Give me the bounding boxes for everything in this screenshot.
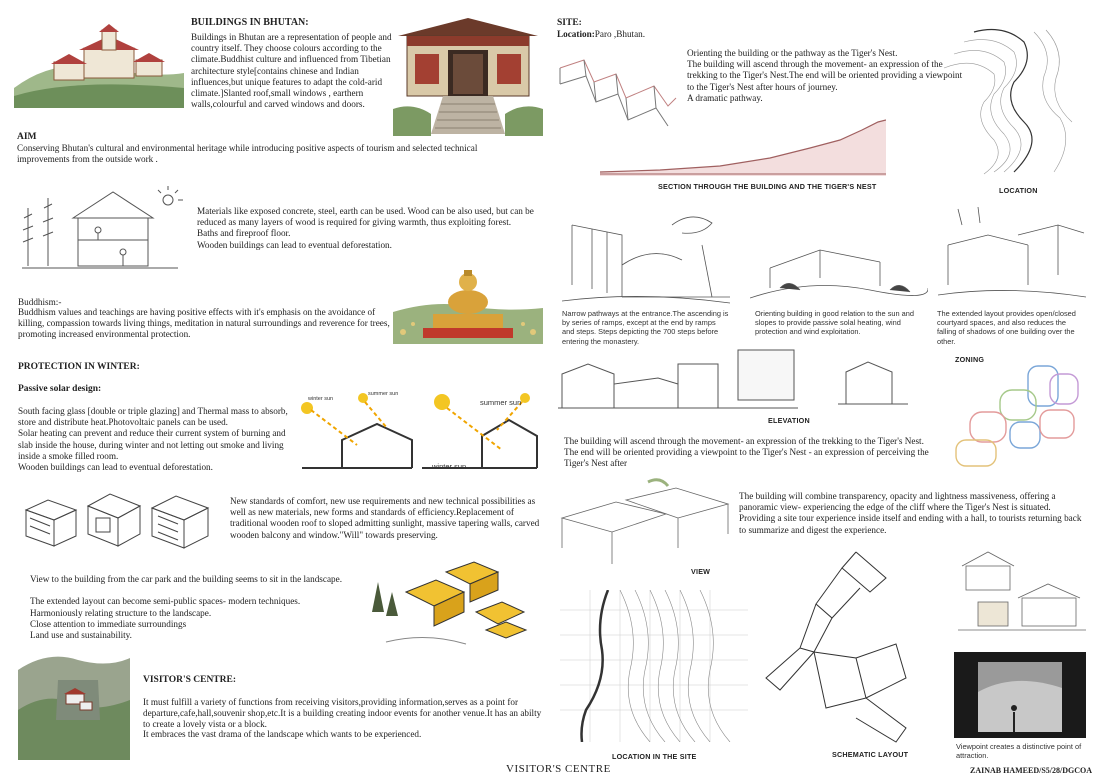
combine-text: The building will combine transparency, opacity and lightness massiveness, offering a panoramic view- experiencing the edge of the cliff where the Tiger's Nest is situated. Providing a site tour experience inside itself and ending with a hall, to tourists returning back to summarize and digest the experience. [739, 491, 1082, 535]
winter-sun-label-2: winter sun [432, 462, 467, 471]
orienting-note: Orienting building in good relation to the sun and slopes to provide passive solal heating, wind protection and wind exploitation. [755, 309, 915, 337]
winter-text: South facing glass [double or triple glazing] and Thermal mass to absorb, store and distribute heat.Photovoltaic panels can be used. Solar heating can prevent and reduce their current system of burning and slab inside the house, during winter and not letting out smoke and living inside a smoke filled room. Wooden buildings can lead to eventual deforestation. [18, 406, 288, 473]
winter-sun-label-1: winter sun [308, 396, 334, 402]
site-section-profile [600, 118, 886, 176]
buddha-statue-illustration [393, 262, 543, 344]
view-perspective-sketch [556, 478, 734, 570]
aim-heading: AIM [17, 132, 37, 142]
elevation-caption: ELEVATION [768, 416, 810, 425]
landscape-building-sketch [366, 552, 546, 652]
footer-title: VISITOR'S CENTRE [506, 763, 611, 775]
buildings-heading: BUILDINGS IN BHUTAN: [191, 17, 309, 28]
buddhism-text: Buddhism values and teachings are having positive effects with it's emphasis on the avoidance of killing, compassion towards living things, meditation in natural surroundings and reverence for trees, promoting increased environmental protection. [18, 307, 390, 340]
visitor-text-2: It embraces the vast drama of the landscape which wants to be experienced. [143, 729, 422, 739]
temple-entrance-illustration [393, 14, 543, 136]
house-section-sketch [18, 178, 188, 278]
aim-text: Conserving Bhutan's cultural and environmental heritage while introducing positive aspects of tourism and selected technical improvements from the outside work . [17, 143, 478, 165]
extended-layout-sketch [938, 205, 1086, 305]
ascend-text: The building will ascend through the movement- an expression of the trekking to the Tiger's Nest. The end will be oriented providing a viewpoint to the Tiger's Nest - an expression of perceiving the Tiger's Nest after [564, 436, 929, 469]
materials-text: Materials like exposed concrete, steel, earth can be used. Wood can be also used, but can be reduced as many layers of wood is required for giving warmth, thus exploiting forest. Baths and fireproof floor. Wooden buildings can lead to eventual deforestation. [197, 206, 534, 250]
summer-sun-label-1: summer sun [368, 391, 399, 397]
visitor-heading: VISITOR'S CENTRE: [143, 675, 237, 685]
section-caption: SECTION THROUGH THE BUILDING AND THE TIGER'S NEST [658, 182, 877, 191]
view-caption: VIEW [691, 567, 711, 576]
orient-text: Orienting the building or the pathway as the Tiger's Nest. The building will ascend through the movement- an expression of the trekking to the Tiger's Nest.The end will be oriented providing a viewpoint to the Tiger's Nest after hours of journey. A dramatic pathway. [687, 48, 963, 103]
orienting-building-sketch [750, 228, 928, 306]
houses-sketch [958, 538, 1086, 638]
narrow-pathway-note: Narrow pathways at the entrance.The ascending is by series of ramps, except at the end by ramps and steps. Steps depicting the 700 steps before entering the monastery. [562, 309, 729, 346]
site-location [557, 29, 645, 40]
schematic-caption: SCHEMATIC LAYOUT [832, 750, 909, 759]
location-contour-map [934, 22, 1082, 180]
site-grid-contour-map [560, 590, 748, 742]
footer-author: ZAINAB HAMEED/S5/28/DGCOA [970, 766, 1093, 775]
zoning-diagram [950, 360, 1092, 472]
winter-heading: PROTECTION IN WINTER: [18, 362, 140, 372]
dzong-illustration [14, 18, 184, 108]
location-caption: LOCATION [999, 186, 1038, 195]
extended-layout-note: The extended layout provides open/closed courtyard spaces, and also reduces the falling of shadows of one building over the other. [937, 309, 1076, 346]
visitor-text-1: It must fulfill a variety of functions from receiving visitors,providing information,serves as a point for departure,cafe,hall,souvenir shop,etc.It is a building creating indoor events for another venue.It has an abilty to create a lovely vista or a block. [143, 697, 542, 730]
isometric-houses-diagram [18, 488, 216, 550]
narrow-pathway-sketch [562, 205, 730, 307]
passive-solar-heading: Passive solar design: [18, 384, 102, 394]
summer-sun-label-2: summer sun [480, 398, 522, 407]
location-site-caption: LOCATION IN THE SITE [612, 752, 697, 761]
site-heading: SITE: [557, 18, 582, 28]
view-text: View to the building from the car park and the building seems to sit in the landscape. The extended layout can become semi-public spaces- modern techniques. Harmoniously relating structure to the landscape. Close attention to immediate surroundings Land use and sustainability. [30, 574, 343, 641]
zoning-caption: ZONING [955, 355, 985, 364]
elevation-drawing [558, 344, 918, 416]
viewpoint-note: Viewpoint creates a distinctive point of attraction. [956, 742, 1082, 761]
standards-text: New standards of comfort, new use requirements and new technical possibilities as well as new materials, new forms and standards of efficiency.Replacement of traditional wooden roof to sloped admitting sunlight, massive tapering walls, carved wooden balcony and window."Will" towards preserving. [230, 496, 540, 540]
location-value: Paro ,Bhutan. [594, 29, 646, 39]
buddhism-heading: Buddhism:- [18, 297, 62, 307]
viewpoint-illustration [954, 652, 1086, 738]
cliff-monastery-illustration [18, 650, 130, 760]
location-label: Location: [557, 29, 595, 39]
schematic-layout-plan [756, 548, 936, 744]
buildings-text: Buildings in Bhutan are a representation of people and country itself. They choose colours according to the climate.Buddhist culture and influenced from Tibetian architecture style[contains chinese and Indian influences,but unique features to adapt the cold-arid climate.]Slanted roof,small windows , earthern walls,colourful and carved windows and doors. [191, 32, 392, 110]
